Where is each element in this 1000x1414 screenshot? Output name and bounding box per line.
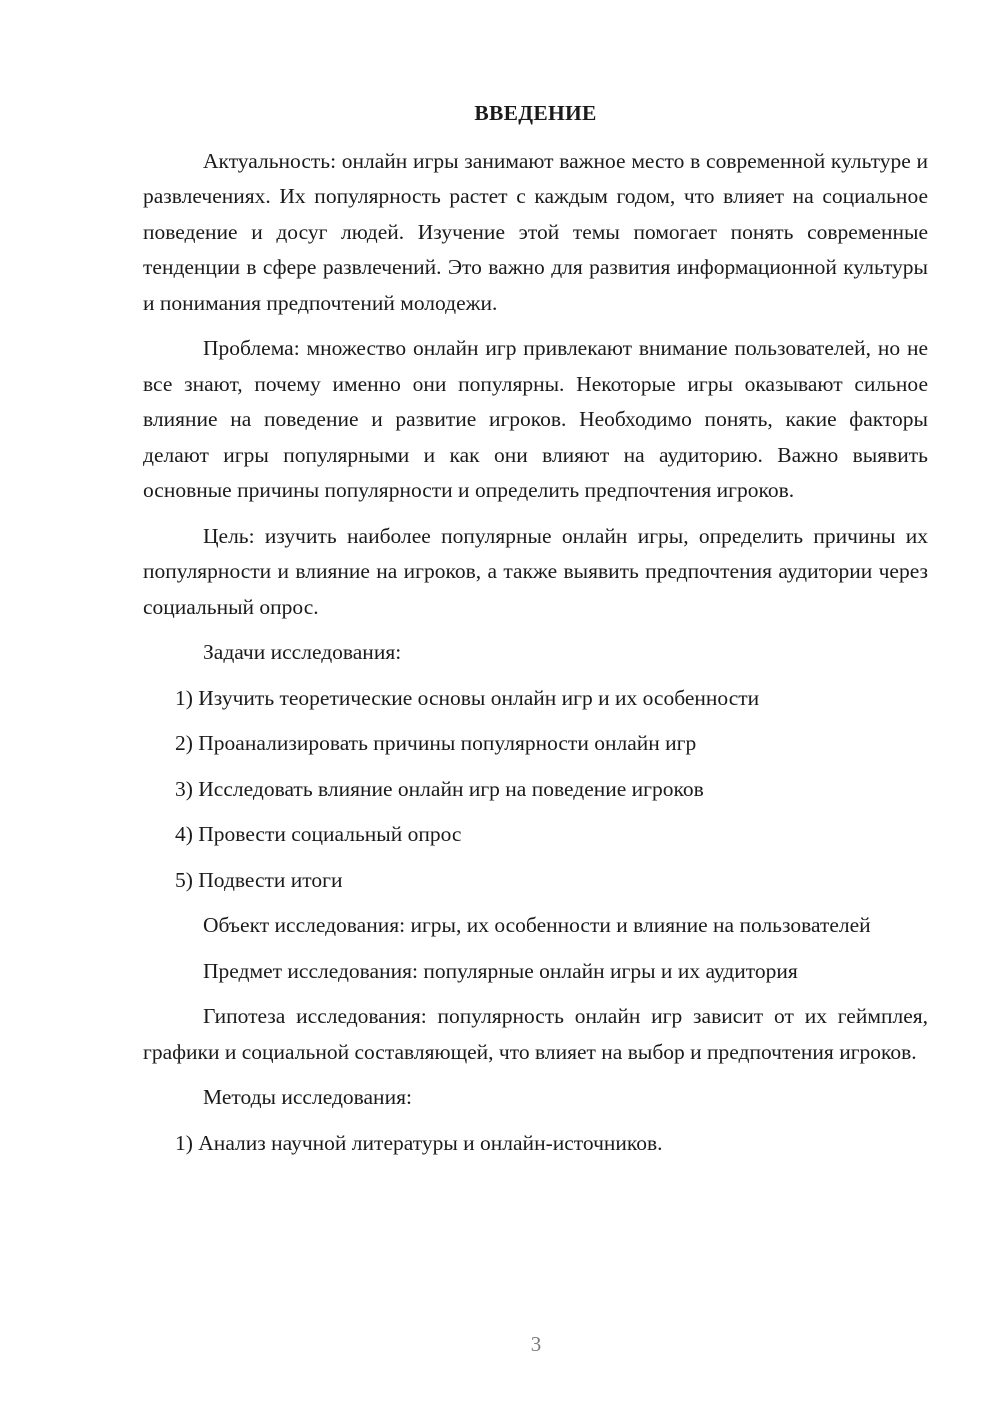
hypothesis-paragraph: Гипотеза исследования: популярность онлайн игр зависит от их геймплея, графики и социальной составляющей, что влияет на выбор и предпочтения игроков. xyxy=(143,1004,928,1064)
list-item: 5) Подвести итоги xyxy=(175,867,343,892)
list-item: 3) Исследовать влияние онлайн игр на поведение игроков xyxy=(175,776,704,801)
page-content xyxy=(143,96,928,1171)
list-item: 1) Анализ научной литературы и онлайн-источников. xyxy=(175,1130,663,1155)
tasks-heading: Задачи исследования: xyxy=(203,640,402,664)
methods-list xyxy=(143,1126,928,1162)
methods-heading: Методы исследования: xyxy=(203,1085,412,1109)
list-item: 4) Провести социальный опрос xyxy=(175,822,462,846)
relevance-paragraph: Актуальность: онлайн игры занимают важное место в современной культуре и развлечениях. Их популярность растет с каждым годом, что влияет на социальное поведение и досуг людей. Изучение этой темы помогает понять современные тенденции в сфере развлечений. Это важно для развития информационной культуры и понимания предпочтений молодежи. xyxy=(143,148,928,315)
tasks-list xyxy=(143,681,928,899)
goal-paragraph: Цель: изучить наиболее популярные онлайн игры, определить причины их популярности и влияние на игроков, а также выявить предпочтения аудитории через социальный опрос. xyxy=(143,523,928,619)
list-item: 1) Изучить теоретические основы онлайн игр и их особенности xyxy=(175,685,760,710)
problem-paragraph: Проблема: множество онлайн игр привлекают внимание пользователей, но не все знают, почему именно они популярны. Некоторые игры оказывают сильное влияние на поведение и развитие игроков. Необходимо понять, какие факторы делают игры популярными и как они влияют на аудиторию. Важно выявить основные причины популярности и определить предпочтения игроков. xyxy=(143,336,928,502)
list-item: 2) Проанализировать причины популярности онлайн игр xyxy=(175,731,697,755)
object-paragraph: Объект исследования: игры, их особенности и влияние на пользователей xyxy=(203,913,871,937)
page-number: 3 xyxy=(530,1332,542,1356)
section-heading: ВВЕДЕНИЕ xyxy=(474,101,597,125)
subject-paragraph: Предмет исследования: популярные онлайн игры и их аудитория xyxy=(203,958,798,983)
